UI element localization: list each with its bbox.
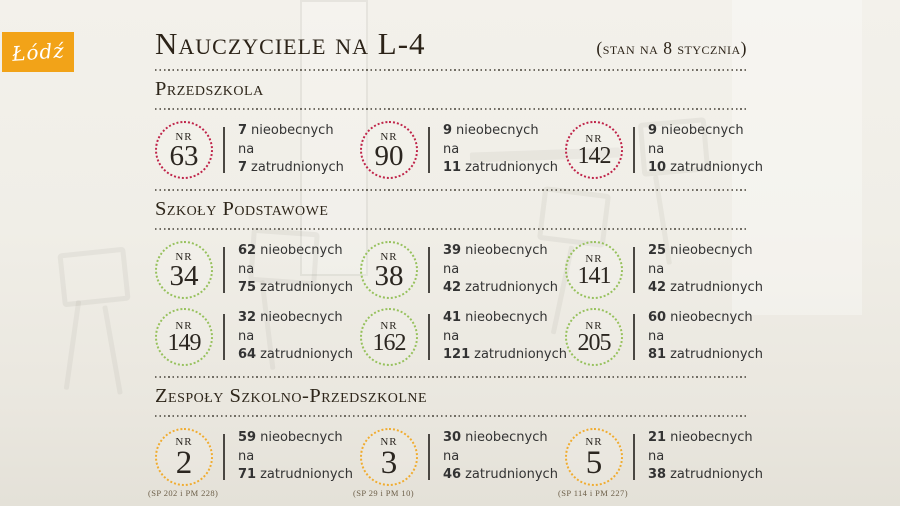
nr-label: NR (585, 435, 603, 448)
nr-label: NR (175, 320, 193, 333)
content-column (148, 0, 763, 506)
school-number: 205 (577, 330, 611, 357)
divider-line (428, 247, 430, 293)
absent-label: nieobecnych (465, 309, 548, 325)
stat-item-nr38 (360, 241, 565, 299)
nr-label: NR (380, 435, 398, 448)
divider-line (428, 434, 430, 480)
employed-label: zatrudnionych (251, 160, 344, 176)
school-number-badge (155, 428, 213, 486)
school-number-badge (565, 241, 623, 299)
divider-line (428, 314, 430, 360)
dotted-divider (155, 188, 747, 191)
school-number-badge (360, 308, 418, 366)
na-label: na (648, 141, 665, 157)
stat-row (155, 121, 763, 179)
section-title-zespoly: Zespoły Szkolno-Przedszkolne (155, 385, 428, 407)
absent-label: nieobecnych (465, 242, 548, 258)
employed-count: 46 (443, 467, 462, 483)
na-label: na (238, 448, 255, 464)
dotted-divider (155, 375, 747, 378)
nr-label: NR (585, 253, 603, 266)
absent-label: nieobecnych (465, 429, 548, 445)
lodz-logo-text: Łódź (10, 38, 66, 66)
stats-text (238, 122, 344, 179)
absent-label: nieobecnych (260, 429, 343, 445)
stats-text (648, 242, 763, 299)
na-label: na (238, 141, 255, 157)
employed-count: 38 (648, 467, 667, 483)
employed-count: 75 (238, 280, 257, 296)
absent-count: 21 (648, 429, 667, 445)
absent-label: nieobecnych (670, 429, 753, 445)
stats-text (443, 429, 558, 486)
school-number: 149 (167, 330, 201, 357)
na-label: na (648, 261, 665, 277)
employed-count: 11 (443, 160, 462, 176)
employed-count: 10 (648, 160, 667, 176)
divider-line (223, 127, 225, 173)
absent-count: 32 (238, 309, 257, 325)
school-number-badge (565, 121, 623, 179)
nr-label: NR (380, 130, 398, 143)
school-number: 34 (169, 259, 199, 292)
chair-leg-silhouette (64, 300, 81, 390)
facility-note: (SP 202 i PM 228) (148, 488, 219, 498)
na-label: na (443, 141, 460, 157)
employed-count: 7 (238, 160, 248, 176)
divider-line (223, 247, 225, 293)
school-number-badge (360, 241, 418, 299)
stats-text (238, 242, 353, 299)
lodz-city-logo (2, 32, 74, 72)
stat-item-nr63 (155, 121, 360, 179)
na-label: na (648, 448, 665, 464)
school-number-badge (360, 121, 418, 179)
na-label: na (443, 261, 460, 277)
absent-count: 7 (238, 122, 248, 138)
employed-label: zatrudnionych (465, 467, 558, 483)
nr-label: NR (175, 250, 193, 263)
absent-count: 60 (648, 309, 667, 325)
employed-label: zatrudnionych (260, 280, 353, 296)
employed-count: 64 (238, 347, 257, 363)
school-number: 3 (380, 444, 398, 481)
stats-text (443, 122, 558, 179)
employed-label: zatrudnionych (670, 280, 763, 296)
absent-label: nieobecnych (670, 242, 753, 258)
absent-label: nieobecnych (670, 309, 753, 325)
section-title-przedszkola: Przedszkola (155, 78, 264, 100)
stat-item-nr142 (565, 121, 770, 179)
divider-line (633, 127, 635, 173)
divider-line (633, 434, 635, 480)
employed-count: 81 (648, 347, 667, 363)
header (155, 26, 747, 62)
na-label: na (648, 328, 665, 344)
school-number: 90 (374, 139, 404, 172)
school-number: 5 (585, 444, 603, 481)
employed-label: zatrudnionych (670, 160, 763, 176)
absent-count: 41 (443, 309, 462, 325)
stat-item-nr5 (558, 428, 770, 498)
employed-label: zatrudnionych (670, 467, 763, 483)
divider-line (223, 314, 225, 360)
facility-note: (SP 114 i PM 227) (558, 488, 628, 498)
employed-label: zatrudnionych (260, 467, 353, 483)
stat-row (155, 308, 763, 366)
stat-item-nr3 (353, 428, 565, 498)
stat-item-nr162 (360, 308, 565, 366)
employed-label: zatrudnionych (260, 347, 353, 363)
school-number: 2 (175, 444, 193, 481)
school-number: 38 (374, 259, 404, 292)
absent-count: 25 (648, 242, 667, 258)
stat-item-nr90 (360, 121, 565, 179)
employed-count: 42 (648, 280, 667, 296)
stat-item-nr149 (155, 308, 360, 366)
divider-line (633, 314, 635, 360)
employed-count: 71 (238, 467, 257, 483)
facility-note: (SP 29 i PM 10) (353, 488, 414, 498)
nr-label: NR (175, 130, 193, 143)
stat-item-nr205 (565, 308, 770, 366)
employed-label: zatrudnionych (465, 280, 558, 296)
stats-text (238, 429, 353, 486)
stats-text (648, 309, 763, 366)
stats-text (238, 309, 353, 366)
absent-count: 9 (648, 122, 658, 138)
school-number-badge (155, 308, 213, 366)
stats-text (648, 429, 763, 486)
school-number-badge (155, 121, 213, 179)
chair-leg-silhouette (102, 305, 123, 395)
stat-row (155, 241, 763, 299)
school-number-badge (155, 241, 213, 299)
absent-label: nieobecnych (260, 309, 343, 325)
stats-text (443, 242, 558, 299)
page-title: Nauczyciele na L-4 (155, 26, 426, 61)
stats-text (648, 122, 763, 179)
absent-label: nieobecnych (456, 122, 539, 138)
absent-label: nieobecnych (251, 122, 334, 138)
dotted-divider (155, 414, 747, 417)
employed-label: zatrudnionych (465, 160, 558, 176)
section-title-szkoly-podstawowe: Szkoły Podstawowe (155, 198, 329, 220)
absent-count: 30 (443, 429, 462, 445)
divider-line (633, 247, 635, 293)
absent-count: 9 (443, 122, 453, 138)
employed-label: zatrudnionych (670, 347, 763, 363)
nr-label: NR (585, 320, 603, 333)
stat-item-nr141 (565, 241, 770, 299)
absent-label: nieobecnych (260, 242, 343, 258)
employed-label: zatrudnionych (474, 347, 567, 363)
school-number-badge (360, 428, 418, 486)
school-number: 63 (169, 139, 199, 172)
absent-count: 62 (238, 242, 257, 258)
stat-item-nr2 (148, 428, 360, 498)
school-number-badge (565, 428, 623, 486)
absent-label: nieobecnych (661, 122, 744, 138)
nr-label: NR (380, 320, 398, 333)
stat-row (148, 428, 763, 498)
na-label: na (443, 328, 460, 344)
na-label: na (238, 261, 255, 277)
nr-label: NR (380, 250, 398, 263)
page-subtitle: (stan na 8 stycznia) (596, 38, 747, 58)
na-label: na (238, 328, 255, 344)
school-number-badge (565, 308, 623, 366)
school-number: 141 (577, 263, 611, 290)
stats-text (443, 309, 567, 366)
divider-line (223, 434, 225, 480)
employed-count: 42 (443, 280, 462, 296)
stat-item-nr34 (155, 241, 360, 299)
dotted-divider (155, 107, 747, 110)
employed-count: 121 (443, 347, 471, 363)
absent-count: 39 (443, 242, 462, 258)
na-label: na (443, 448, 460, 464)
school-number: 142 (577, 143, 611, 170)
dotted-divider (155, 227, 747, 230)
divider-line (428, 127, 430, 173)
nr-label: NR (585, 133, 603, 146)
absent-count: 59 (238, 429, 257, 445)
dotted-divider (155, 68, 747, 71)
school-number: 162 (372, 330, 406, 357)
nr-label: NR (175, 435, 193, 448)
chair-silhouette (57, 247, 130, 308)
